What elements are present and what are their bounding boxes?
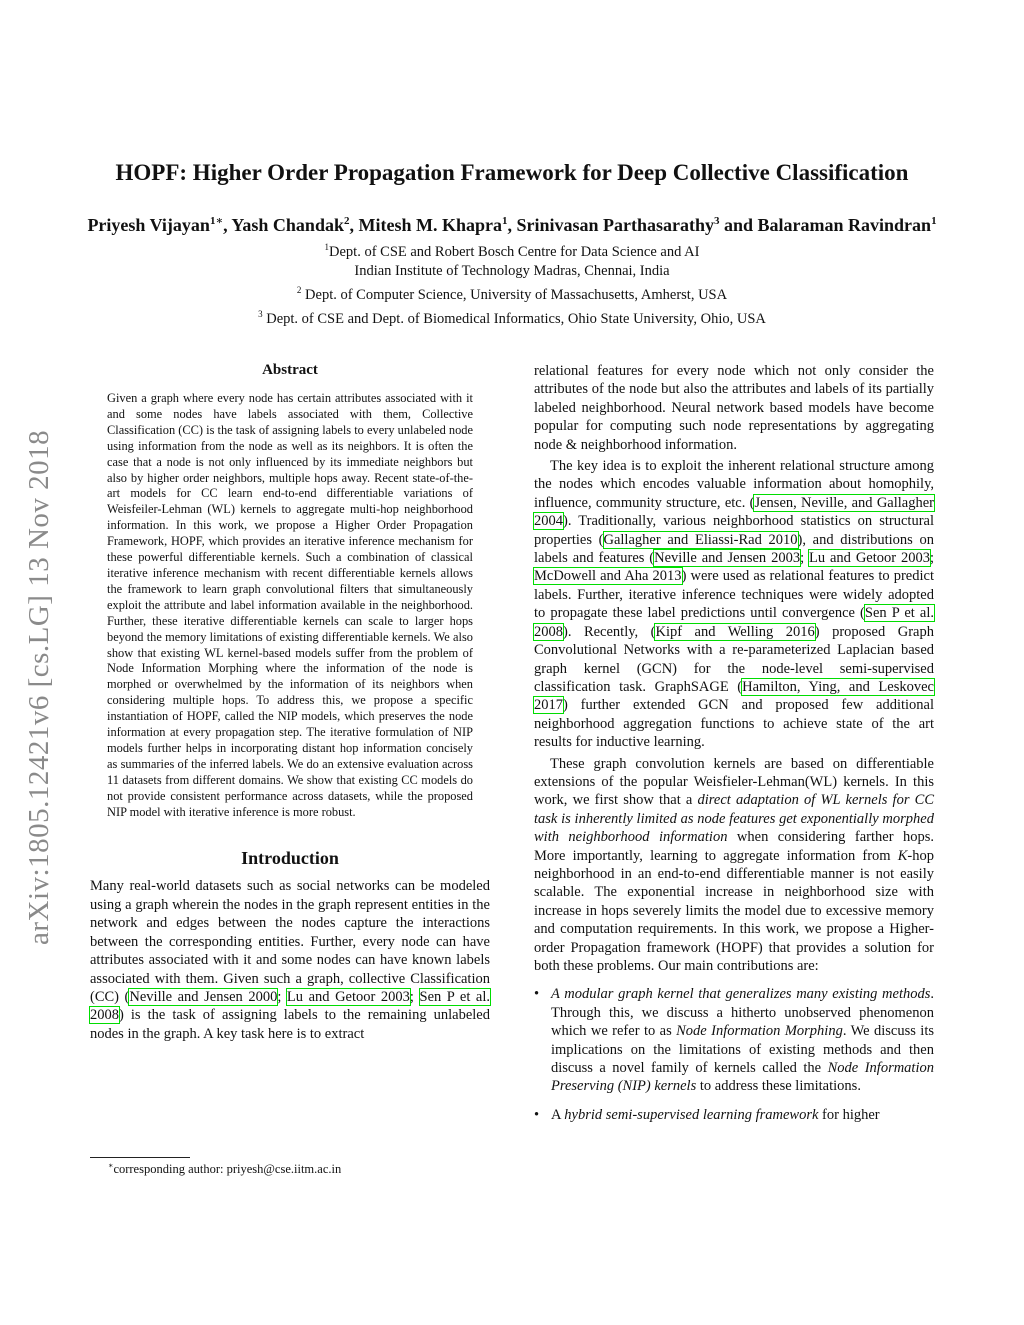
body-paragraph: These graph convolution kernels are based on differentiable extensions of the popular Weisfieler-Lehman(WL) kernels. In this work, we first show that a direct adaptation of WL kernels for CC task is inherently limited as node features get exponentially morphed with neighborhood information when considering farther hops. More importantly, learning to aggregate information from K-hop neighborhood in an end-to-end differentiable manner is not easily scalable. The exponential increase in neighborhood size with increase in hops severely limits the model due to excessive memory and computation requirements. In this work, we propose a Higher-order Propagation framework (HOPF) that provides a solution for both these problems. Our main contributions are: <box>534 755 934 974</box>
footnote-text: corresponding author: priyesh@cse.iitm.ac.in <box>113 1162 342 1177</box>
footnote <box>108 1161 341 1177</box>
body-paragraph: The key idea is to exploit the inherent relational structure among the nodes which encodes valuable information about homophily, influence, community structure, etc. (Jensen, Neville, and Gallagher 2004). Traditionally, various neighborhood statistics on structural properties (Gallagher and Eliassi-Rad 2010), and distributions on labels and features (Neville and Jensen 2003; Lu and Getoor 2003; McDowell and Aha 2013) were used as relational features to predict labels. Further, iterative inference techniques were widely adopted to propagate these label predictions until convergence (Sen P et al. 2008). Recently, (Kipf and Welling 2016) proposed Graph Convolutional Networks with a re-parameterized Laplacian based graph kernel (GCN) for the node-level semi-supervised classification task. GraphSAGE (Hamilton, Ying, and Leskovec 2017) further extended GCN and proposed few additional neighborhood aggregation functions to achieve state of the art results for inductive learning. <box>534 458 935 751</box>
list-item: • A hybrid semi-supervised learning framework for higher <box>534 1106 880 1123</box>
affiliation-line: $^3$ Dept. of CSE and Dept. of Biomedical Informatics, Ohio State University, Ohio, USA <box>258 308 766 327</box>
arxiv-stamp: arXiv:1805.12421v6 [cs.LG] 13 Nov 2018 <box>23 429 55 945</box>
affiliation-mark: 1 <box>324 242 330 252</box>
citation-link[interactable]: Neville and Jensen 2003 <box>654 550 801 567</box>
affiliations <box>0 238 1024 328</box>
author-separator: , <box>223 215 232 235</box>
author-name: Mitesh M. Khapra <box>358 215 502 235</box>
footnote-divider <box>90 1157 190 1158</box>
bullet-icon: • <box>534 986 540 1003</box>
intro-paragraph: Many real-world datasets such as social networks can be modeled using a graph wherein the nodes in the graph represent entities in the network and edges between the nodes capture the interactions between the corresponding entities. Further, every node can have attributes associated with it and some nodes can have known labels associated with them. Given such a graph, collective Classification (CC) (Neville and Jensen 2000; Lu and Getoor 2003; Sen P et al. 2008) is the task of assigning labels to the remaining unlabeled nodes in the graph. A key task here is to extract <box>90 878 490 1042</box>
citation-link[interactable]: Sen P et al. 2008 <box>90 988 490 1024</box>
citation-link[interactable]: Sen P et al. 2008 <box>534 605 934 640</box>
abstract-text: Given a graph where every node has certain attributes associated with it and some nodes have labels associated with them, Collective Classification (CC) is the task of assigning labels to every unlabeled node using information from the node as well as its neighbors. It is often the case that a node is not only influenced by its immediate neighbors but also by higher order neighbors, multiple hops away. Recent state-of-the-art models for CC learn end-to-end differentiable variations of Weisfeiler-Lehman (WL) kernels to aggregate multi-hop neighborhood information. In this work, we propose a Higher Order Propagation Framework, HOPF, which provides an iterative inference mechanism for these powerful differentiable kernels. Such a combination of classical iterative inference mechanism with recent differentiable kernels allows the framework to learn graph convolutional filters that simultaneously exploit the attribute and label information available in the neighborhood. Further, these iterative differentiable kernels can scale to larger hops beyond the memory limitations of existing differentiable kernels. We also show that existing WL kernel-based models suffer from the problem of Node Information Morphing where the information of the node is morphed or overwhelmed by the information of its neighbors when considering multiple hops. To address this, we propose a specific instantiation of HOPF, called the NIP models, which preserves the node information at every propagation step. The iterative formulation of NIP models further helps in incorporating distant hop information concisely as summaries of the inferred labels. We do an extensive evaluation across 11 datasets from different domains. We show that existing CC models do not provide consistent performance across datasets, while the proposed NIP model with iterative inference is more robust. <box>107 391 473 819</box>
affiliation-line: $^1$Dept. of CSE and Robert Bosch Centre for Data Science and AI <box>324 242 700 260</box>
list-item: • A modular graph kernel that generalizes many existing methods. Through this, we discuss a hitherto unobserved phenomenon which we refer to as Node Information Morphing. We discuss its implications on the limitations of existing methods and then discuss a novel family of kernels called the Node Information Preserving (NIP) kernels to address these limitations. <box>534 986 934 1095</box>
abstract-heading: Abstract <box>262 362 318 378</box>
author-name: Srinivasan Parthasarathy <box>516 215 714 235</box>
citation-link[interactable]: Lu and Getoor 2003 <box>809 550 930 567</box>
citation-link[interactable]: Gallagher and Eliassi-Rad 2010 <box>603 531 798 548</box>
author-name: Balaraman Ravindran <box>757 215 932 235</box>
left-column <box>90 362 490 1043</box>
citation-link[interactable]: McDowell and Aha 2013 <box>534 568 682 585</box>
intro-heading: Introduction <box>241 848 339 869</box>
affiliation-mark: 2 <box>296 284 302 295</box>
paper-title: HOPF: Higher Order Propagation Framework for Deep Collective Classification <box>115 160 909 185</box>
citation-link[interactable]: Kipf and Welling 2016 <box>655 623 815 640</box>
author-mark: 2 <box>343 215 350 227</box>
contribution-list <box>534 985 934 1124</box>
author-mark: 1 <box>931 215 937 227</box>
citation-link[interactable]: Lu and Getoor 2003 <box>286 988 410 1005</box>
right-column <box>534 362 934 1134</box>
author-mark: 1∗ <box>209 215 224 227</box>
affiliation-line: $^2$ Dept. of Computer Science, University of Massachusetts, Amherst, USA <box>296 284 728 303</box>
author-list <box>0 214 1024 236</box>
affiliation-mark: 3 <box>258 308 263 319</box>
body-paragraph: relational features for every node which not only consider the attributes of the node but also the attributes and labels of its partially labeled neighborhood. Neural network based models have become popular for computing such node representations by aggregating node & neighborhood information. <box>534 363 934 453</box>
citation-link[interactable]: Jensen, Neville, and Gallagher 2004 <box>534 494 935 530</box>
author-name: Priyesh Vijayan <box>87 215 210 235</box>
citation-link[interactable]: Neville and Jensen 2000 <box>129 988 278 1005</box>
author-and: and <box>719 215 758 235</box>
author-name: Yash Chandak <box>231 215 344 235</box>
footnote-mark: ∗ <box>108 1161 114 1170</box>
author-mark: 1 <box>501 215 508 227</box>
author-separator: , <box>507 215 517 235</box>
author-separator: , <box>349 215 359 235</box>
citation-link[interactable]: Hamilton, Ying, and Leskovec 2017 <box>534 678 934 714</box>
author-mark: 3 <box>714 215 720 227</box>
affiliation-line: Indian Institute of Technology Madras, Chennai, India <box>354 262 670 279</box>
bullet-icon: • <box>534 1106 540 1123</box>
